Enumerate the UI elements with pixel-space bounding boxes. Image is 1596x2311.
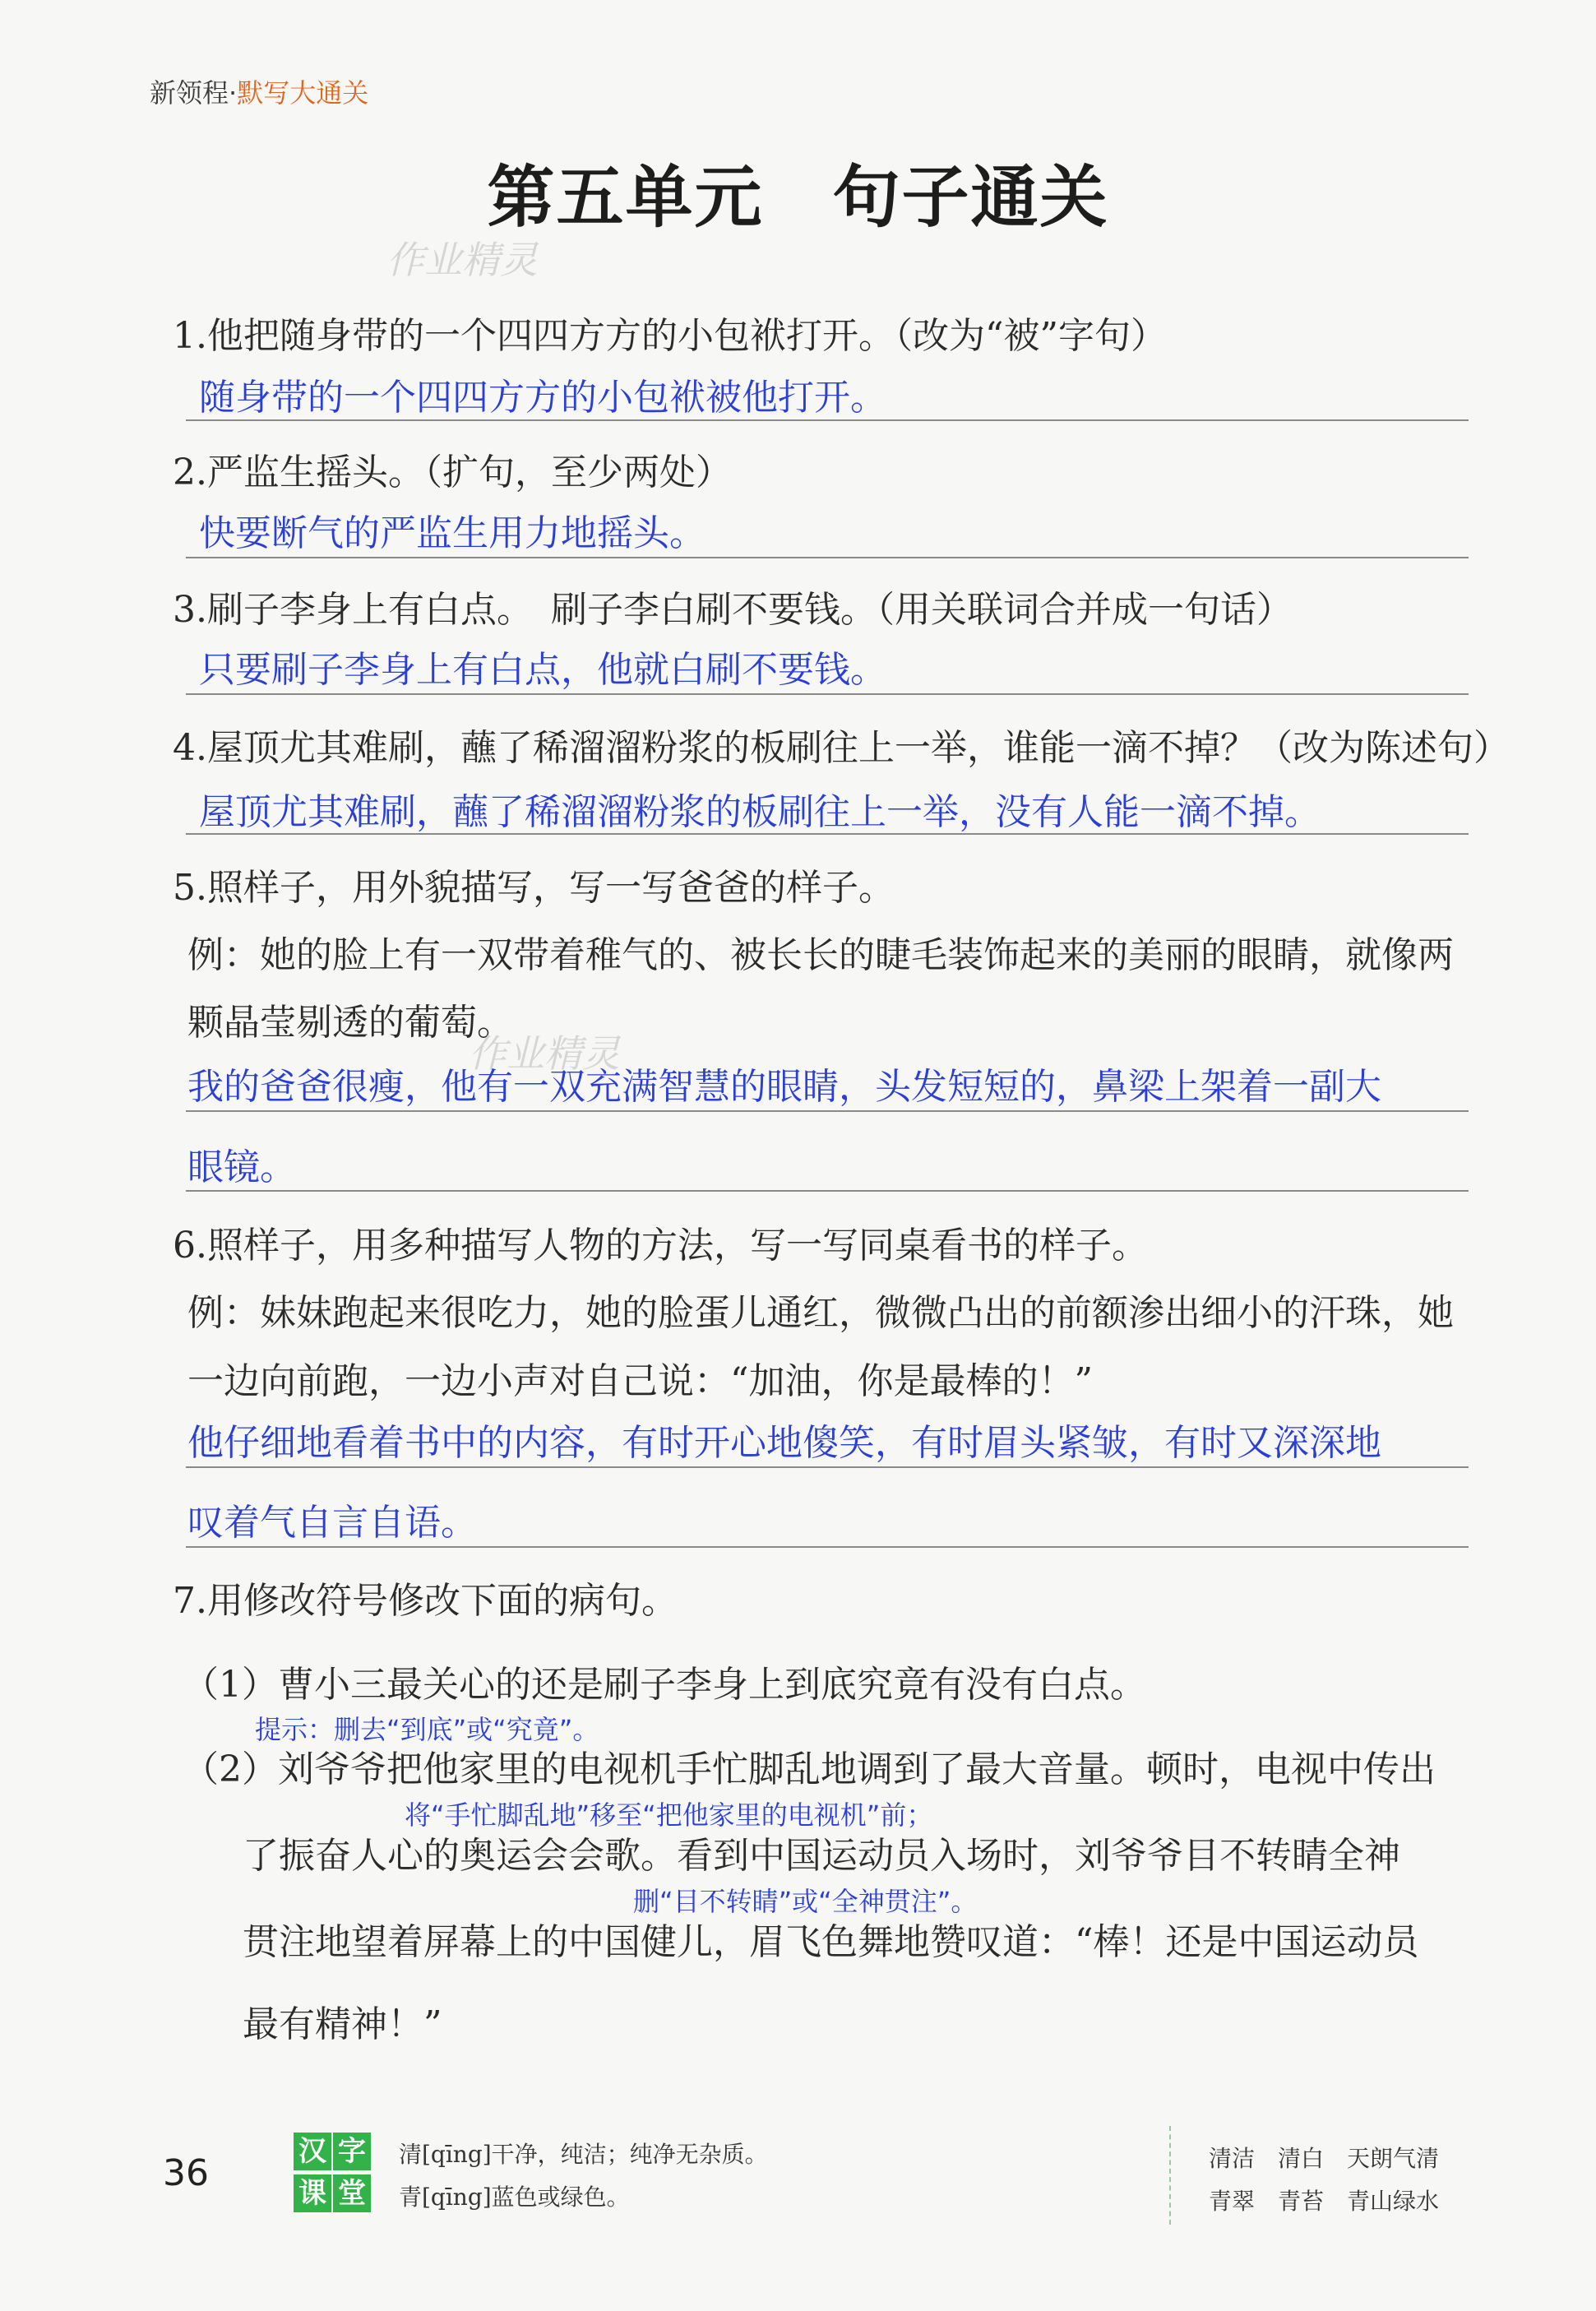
answer-line [186,1546,1469,1548]
footer-definition-2: 青[qīng]蓝色或绿色。 [399,2184,630,2211]
question-6-answer-line-2: 叹着气自言自语。 [187,1502,477,1544]
question-2-prompt: 2.严监生摇头。（扩句，至少两处） [173,452,732,493]
question-7-sentence-2-line-2: 了振奋人心的奥运会会歌。看到中国运动员入场时，刘爷爷目不转睛全神 [243,1835,1400,1877]
question-1-answer: 随身带的一个四四方方的小包袱被他打开。 [199,377,886,419]
watermark: 作业精灵 [386,238,538,282]
answer-line [186,833,1469,835]
question-1-prompt: 1.他把随身带的一个四四方方的小包袱打开。（改为“被”字句） [173,315,1167,357]
footer-definition-1: 清[qīng]干净，纯洁；纯净无杂质。 [399,2141,768,2168]
question-7-sentence-1: （1）曹小三最关心的还是刷子李身上到底究竟有没有白点。 [183,1664,1146,1706]
answer-line [186,1190,1469,1192]
footer-tag: 课 [294,2174,331,2212]
footer-words-1: 清洁 清白 天朗气清 [1209,2145,1440,2172]
watermark: 作业精灵 [469,1031,620,1076]
footer-tag: 字 [333,2133,371,2170]
page-number: 36 [163,2152,209,2194]
question-5-example-line-1: 例：她的脸上有一双带着稚气的、被长长的睫毛装饰起来的美丽的眼睛，就像两 [187,934,1454,976]
question-4-answer: 屋顶尤其难刷，蘸了稀溜溜粉浆的板刷往上一举，没有人能一滴不掉。 [199,791,1321,833]
question-3-answer: 只要刷子李身上有白点，他就白刷不要钱。 [199,649,886,691]
answer-line [186,1466,1469,1468]
footer-tag: 堂 [333,2174,371,2212]
question-6-example-line-2: 一边向前跑，一边小声对自己说：“加油，你是最棒的！” [187,1360,1093,1402]
question-7-hint-3: 删“目不转睛”或“全神贯注”。 [633,1886,978,1917]
question-6-answer-line-1: 他仔细地看着书中的内容，有时开心地傻笑，有时眉头紧皱，有时又深深地 [187,1422,1381,1464]
header-dot: · [229,77,238,109]
answer-line [186,557,1469,558]
question-7-prompt: 7.用修改符号修改下面的病句。 [173,1580,678,1622]
footer-words-2: 青翠 青苔 青山绿水 [1209,2188,1440,2215]
header [150,72,368,110]
page-title: 第五单元 句子通关 [487,159,1109,237]
question-7-hint-2: 将“手忙脚乱地”移至“把他家里的电视机”前； [405,1799,933,1831]
answer-line [186,419,1469,421]
question-6-prompt: 6.照样子，用多种描写人物的方法，写一写同桌看书的样子。 [173,1225,1148,1267]
question-2-answer: 快要断气的严监生用力地摇头。 [199,512,705,554]
question-7-sentence-2-line-4: 最有精神！” [243,2003,442,2045]
question-5-answer-line-2: 眼镜。 [187,1146,296,1188]
question-5-example-line-2: 颗晶莹剔透的葡萄。 [187,1002,513,1044]
answer-line [186,693,1469,695]
question-5-prompt: 5.照样子，用外貌描写，写一写爸爸的样子。 [173,867,895,909]
question-7-sentence-2-line-3: 贯注地望着屏幕上的中国健儿，眉飞色舞地赞叹道：“棒！还是中国运动员 [243,1921,1419,1963]
question-6-example-line-1: 例：妹妹跑起来很吃力，她的脸蛋儿通红，微微凸出的前额渗出细小的汗珠，她 [187,1292,1454,1334]
header-brand: 新领程 [150,77,229,109]
footer-divider [1169,2126,1171,2225]
question-7-hint-1: 提示：删去“到底”或“究竟”。 [255,1714,599,1745]
footer-tag: 汉 [294,2133,331,2170]
answer-line [186,1110,1469,1112]
question-4-prompt: 4.屋顶尤其难刷，蘸了稀溜溜粉浆的板刷往上一举，谁能一滴不掉？（改为陈述句） [173,727,1510,769]
question-3-prompt: 3.刷子李身上有白点。 刷子李白刷不要钱。（用关联词合并成一句话） [173,589,1293,631]
question-5-answer-line-1: 我的爸爸很瘦，他有一双充满智慧的眼睛，头发短短的，鼻梁上架着一副大 [187,1066,1381,1108]
header-series: 默写大通关 [237,77,369,109]
question-7-sentence-2-line-1: （2）刘爷爷把他家里的电视机手忙脚乱地调到了最大音量。顿时，电视中传出 [183,1748,1436,1790]
